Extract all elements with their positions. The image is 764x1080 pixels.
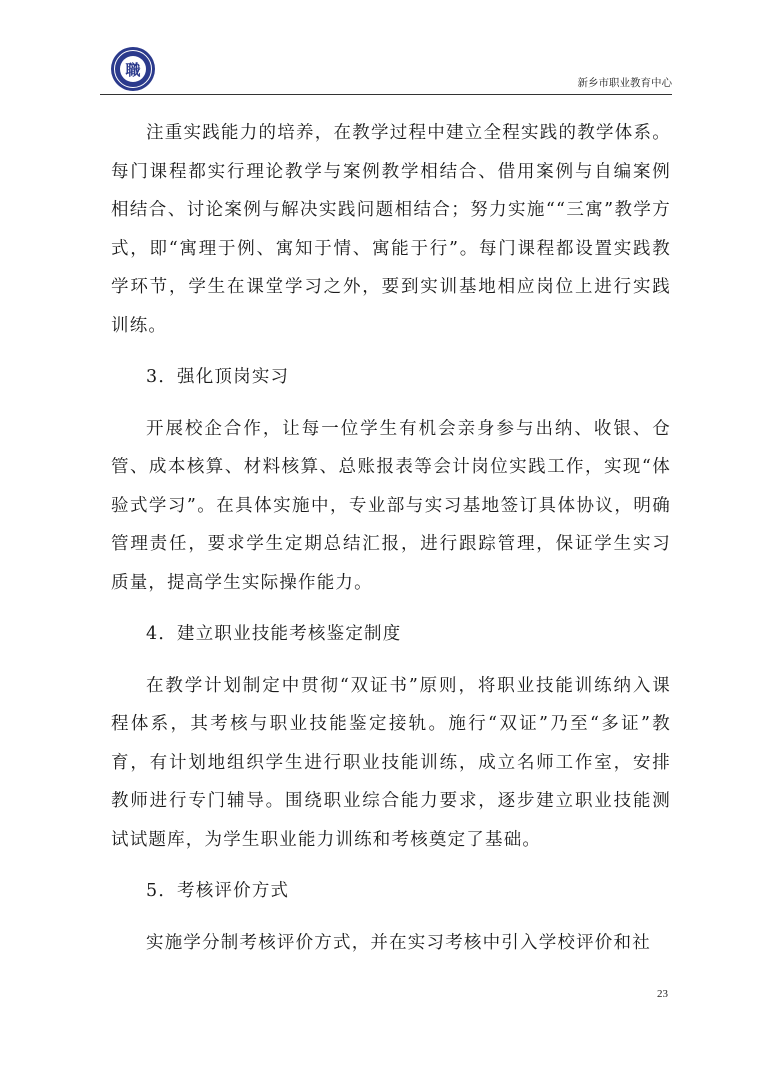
svg-text:職: 職 <box>125 61 141 79</box>
paragraph-internship: 开展校企合作，让每一位学生有机会亲身参与出纳、收银、仓管、成本核算、材料核算、总账报表等会计岗位实践工作，实现“体验式学习”。在具体实施中，专业部与实习基地签订具体协议，明确管理责任，要求学生定期总结汇报，进行跟踪管理，保证学生实习质量，提高学生实际操作能力。 <box>111 418 671 593</box>
document-body <box>111 114 671 962</box>
paragraph-practice-system: 注重实践能力的培养，在教学过程中建立全程实践的教学体系。每门课程都实行理论教学与案例教学相结合、借用案例与自编案例相结合、讨论案例与解决实践问题相结合；努力实施““三寓”教学方式，即“寓理于例、寓知于情、寓能于行”。每门课程都设置实践教学环节，学生在课堂学习之外，要到实训基地相应岗位上进行实践训练。 <box>111 123 671 336</box>
section-heading-evaluation: 5．考核评价方式 <box>146 881 290 901</box>
page-header <box>100 40 672 95</box>
page-number: 23 <box>657 988 668 1000</box>
paragraph-skill-assessment: 在教学计划制定中贯彻“双证书”原则，将职业技能训练纳入课程体系，其考核与职业技能鉴定接轨。施行“双证”乃至“多证”教育，有计划地组织学生进行职业技能训练，成立名师工作室，安排教师进行专门辅导。围绕职业综合能力要求，逐步建立职业技能测试试题库，为学生职业能力训练和考核奠定了基础。 <box>111 675 671 850</box>
section-heading-internship: 3．强化顶岗实习 <box>146 367 290 387</box>
school-seal-logo-icon <box>110 46 156 92</box>
organization-name: 新乡市职业教育中心 <box>577 77 672 89</box>
section-heading-skill-assessment: 4．建立职业技能考核鉴定制度 <box>146 624 402 644</box>
paragraph-evaluation: 实施学分制考核评价方式，并在实习考核中引入学校评价和社 <box>146 932 651 953</box>
